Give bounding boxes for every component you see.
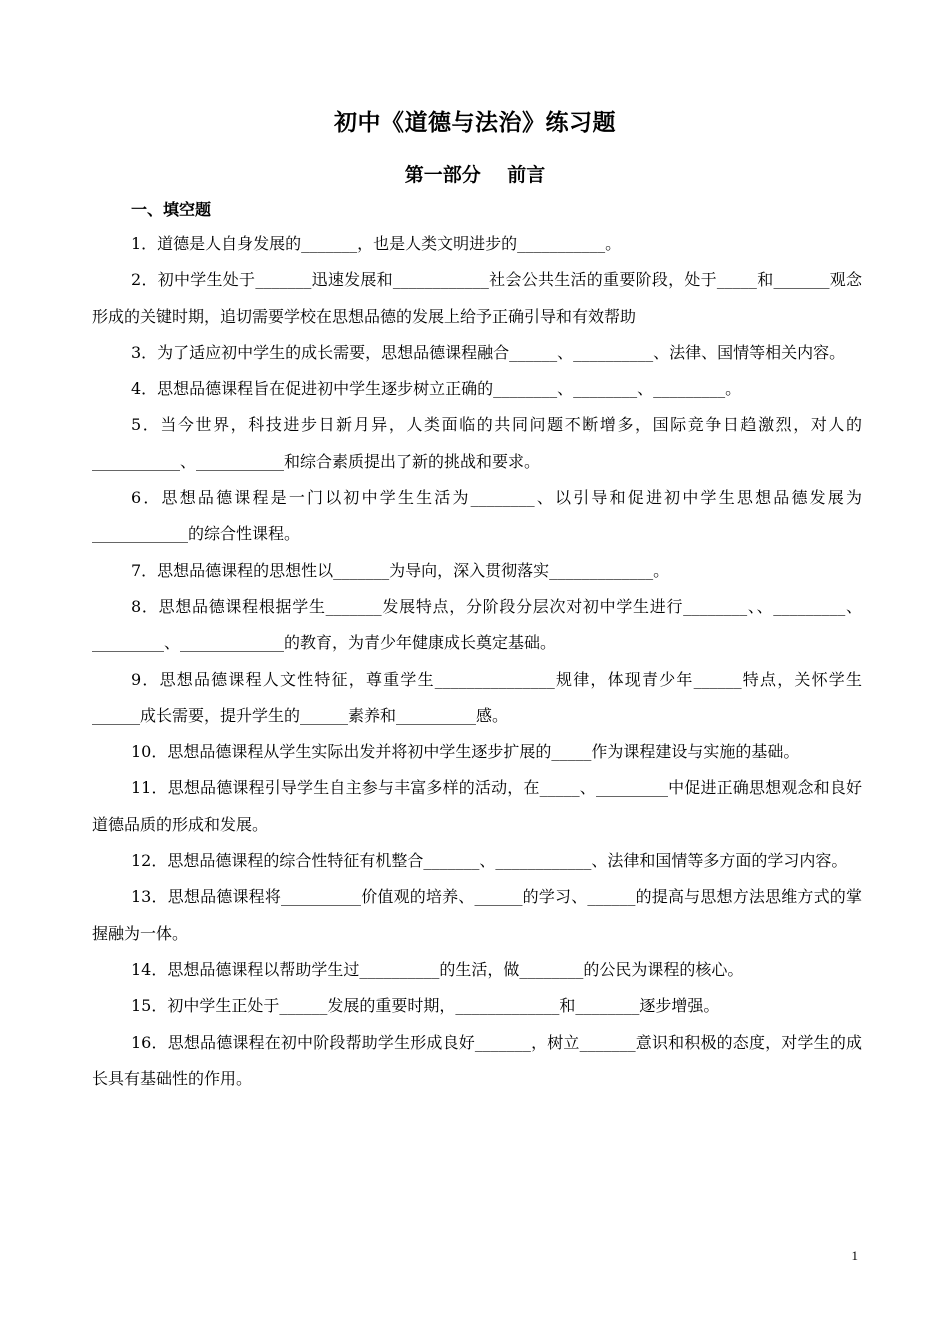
question-item: 14．思想品德课程以帮助学生过__________的生活，做________的公民为课程的核心。 [131, 959, 744, 979]
question-item: 10．思想品德课程从学生实际出发并将初中学生逐步扩展的_____作为课程建设与实施的基础。 [131, 742, 800, 762]
question-item: 8．思想品德课程根据学生_______发展特点，分阶段分层次对初中学生进行________、、_________、_________、_____________的教育，为青少年健康成长奠定基础。 [92, 596, 862, 653]
question-item: 5．当今世界，科技进步日新月异，人类面临的共同问题不断增多，国际竞争日趋激烈，对人的___________、___________和综合素质提出了新的挑战和要求。 [92, 415, 862, 471]
section-heading: 一、填空题 [131, 200, 212, 219]
question-item: 13．思想品德课程将__________价值观的培养、______的学习、______的提高与思想方法思维方式的掌握融为一体。 [92, 887, 862, 943]
question-item: 6．思想品德课程是一门以初中学生生活为________、以引导和促进初中学生思想品德发展为____________的综合性课程。 [92, 488, 862, 544]
question-item: 1．道德是人自身发展的_______，也是人类文明进步的___________。 [131, 234, 622, 253]
question-item: 15．初中学生正处于______发展的重要时期，_____________和________逐步增强。 [131, 996, 720, 1016]
question-item: 16．思想品德课程在初中阶段帮助学生形成良好_______，树立_______意识和积极的态度，对学生的成长具有基础性的作用。 [92, 1032, 862, 1088]
question-item: 9．思想品德课程人文性特征，尊重学生_______________规律，体现青少年______特点，关怀学生______成长需要，提升学生的______素养和__________感。 [92, 669, 862, 725]
question-list [92, 226, 862, 1097]
question-item: 11．思想品德课程引导学生自主参与丰富多样的活动，在_____、_________中促进正确思想观念和良好道德品质的形成和发展。 [92, 778, 862, 834]
question-item: 2．初中学生处于_______迅速发展和____________社会公共生活的重要阶段，处于_____和_______观念形成的关键时期，追切需要学校在思想品德的发展上给予正确引导和有效帮助 [92, 270, 862, 326]
document-title: 初中《道德与法治》练习题 [334, 110, 616, 136]
page-number: 1 [851, 1248, 858, 1263]
part-heading: 第一部分 前言 [404, 164, 546, 186]
question-item: 12．思想品德课程的综合性特征有机整合_______、____________、法律和国情等多方面的学习内容。 [131, 851, 848, 871]
question-item: 3．为了适应初中学生的成长需要，思想品德课程融合______、__________、法律、国情等相关内容。 [131, 342, 846, 362]
question-item: 7．思想品德课程的思想性以_______为导向，深入贯彻落实_____________。 [131, 560, 670, 580]
question-item: 4．思想品德课程旨在促进初中学生逐步树立正确的________、________、_________。 [131, 379, 742, 399]
